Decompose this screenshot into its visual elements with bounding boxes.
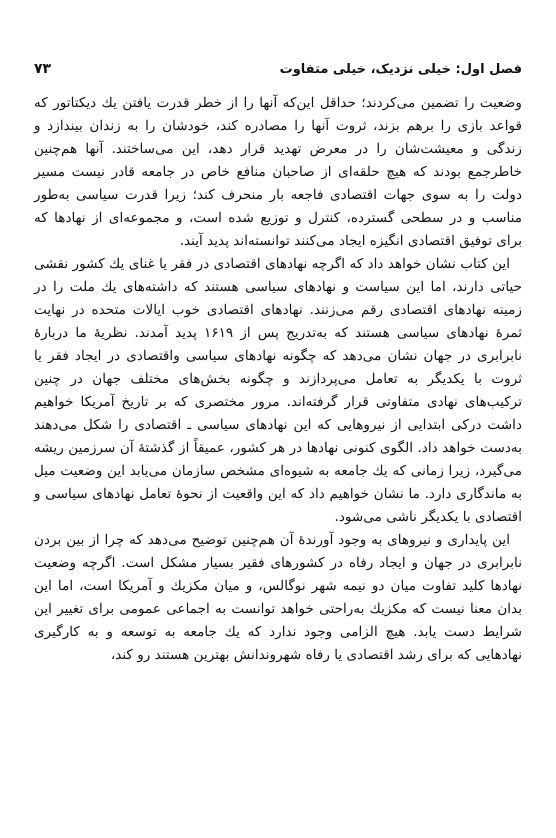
paragraph-2: این کتاب نشان خواهد داد که اگرچه نهادهای اقتصادی در فقر یا غنای یك کشور نقشی حیاتی دارند، اما این سیاست و نهادهای سیاسی هستند که داشته‌های یك ملت را در زمینه نهادهای اقتصادی رقم می‌زنند. نهادهای اقتصادی خوب ایالات متحده در نهایت ثمرهٔ نهادهای سیاسی هستند که به‌تدریج پس از ۱۶۱۹ پدید آمدند. نظریهٔ ما دربارهٔ نابرابری در جهان نشان می‌دهد که چگونه نهادهای سیاسی واقتصادی در ایجاد فقر یا ثروت با یکدیگر به تعامل می‌پردازند و چگونه بخش‌های مختلف جهان در چنین ترکیب‌های نهادی متفاوتی قرار گرفته‌اند. مرور مختصری که بر تاریخ آمریکا خواهیم داشت درکی ابتدایی از نیروهایی که این نهادهای سیاسی ـ اقتصادی را شکل می‌دهند به‌دست خواهد داد. الگوی کنونی نهادها در هر کشور، عمیقاً از گذشتهٔ آن سرزمین ریشه می‌گیرد، زیرا زمانی که یك جامعه به شیوه‌ای مشخص سازمان می‌یابد این وضعیت میل به ماندگاری دارد. ما نشان خواهیم داد که این واقعیت از نحوهٔ تعامل نهادهای سیاسی و اقتصادی با یکدیگر ناشی می‌شود. — [34, 256, 522, 525]
paragraph-1: وضعیت را تضمین می‌کردند؛ حداقل این‌که آنها را از خطر قدرت یافتن یك دیکتاتور که قواعد بازی را برهم بزند، ثروت آنها را مصادره کند، خودشان را به زندان بیندازد و زندگی و معیشت‌شان را در معرض تهدید قرار دهد، این می‌ساختند. آنها هم‌چنین خاطرجمع بودند که هیچ حلقه‌ای از صاحبان منافع خاص در جامعه قادر نیست مسیر دولت را به سوی جهات اقتصادی فاجعه بار منحرف کند؛ زیرا قدرت سیاسی به‌طور مناسب و در سطحی گسترده، کنترل و توزیع شده است، و مجموعه‌ای از نهادها که برای توفیق اقتصادی انگیزه ایجاد می‌کنند توانسته‌اند پدید آیند. — [34, 95, 522, 249]
body-text — [34, 92, 522, 667]
page-number: ۷۳ — [34, 61, 52, 77]
page-header — [34, 58, 522, 80]
running-head: فصل اول: خیلی نزدیک، خیلی متفاوت — [279, 61, 522, 77]
paragraph-3: این پایداری و نیروهای به وجود آورندهٔ آن هم‌چنین توضیح می‌دهد که چرا از بین بردن نابرابری در جهان و ایجاد رفاه در کشورهای فقیر بسیار مشکل است. اگرچه وضعیت نهادها کلید تفاوت میان دو نیمه شهر نوگالس، و میان مکزیك و آمریکا است، اما این بدان معنا نیست که مکزیك به‌راحتی خواهد توانست به اجماعی عمومی برای تغییر این شرایط دست یابد. هیچ الزامی وجود ندارد که یك جامعه به توسعه و به کارگیری نهادهایی که برای رشد اقتصادی یا رفاه شهروندانش بهترین هستند رو کند، — [34, 532, 522, 663]
